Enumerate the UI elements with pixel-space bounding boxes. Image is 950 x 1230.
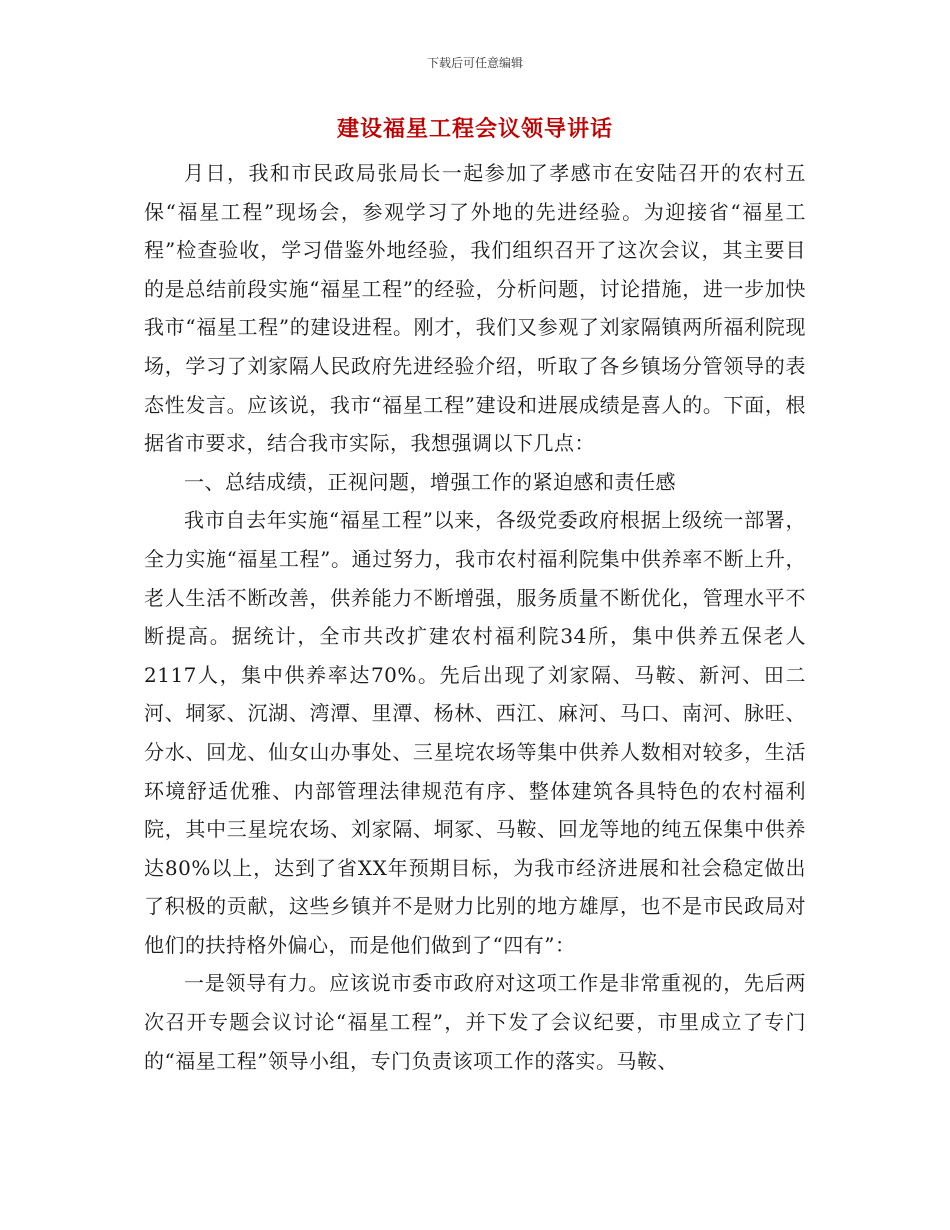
document-body: [144, 154, 806, 1080]
paragraph-leadership: 一是领导有力。应该说市委市政府对这项工作是非常重视的，先后两次召开专题会议讨论“福星工程”，并下发了会议纪要，市里成立了专门的“福星工程”领导小组，专门负责该项工作的落实。马鞍、: [144, 971, 806, 1073]
paragraph-achievements: 我市自去年实施“福星工程”以来，各级党委政府根据上级统一部署，全力实施“福星工程”。通过努力，我市农村福利院集中供养率不断上升，老人生活不断改善，供养能力不断增强，服务质量不断优化，管理水平不断提高。据统计，全市共改扩建农村福利院34所，集中供养五保老人2117人，集中供养率达70%。先后出现了刘家隔、马鞍、新河、田二河、垌冢、沉湖、湾潭、里潭、杨林、西江、麻河、马口、南河、脉旺、分水、回龙、仙女山办事处、三星垸农场等集中供养人数相对较多，生活环境舒适优雅、内部管理法律规范有序、整体建筑各具特色的农村福利院，其中三星垸农场、刘家隔、垌冢、马鞍、回龙等地的纯五保集中供养达80%以上，达到了省XX年预期目标，为我市经济进展和社会稳定做出了积极的贡献，这些乡镇并不是财力比别的地方雄厚，也不是市民政局对他们的扶持格外偏心，而是他们做到了“四有”：: [144, 508, 806, 957]
section-heading-1: 一、总结成绩，正视问题，增强工作的紧迫感和责任感: [184, 469, 676, 494]
header-note: 下载后可任意编辑: [426, 56, 523, 70]
paragraph-intro: 月日，我和市民政局张局长一起参加了孝感市在安陆召开的农村五保“福星工程”现场会，参观学习了外地的先进经验。为迎接省“福星工程”检查验收，学习借鉴外地经验，我们组织召开了这次会议，其主要目的是总结前段实施“福星工程”的经验，分析问题，讨论措施，进一步加快我市“福星工程”的建设进程。刚才，我们又参观了刘家隔镇两所福利院现场，学习了刘家隔人民政府先进经验介绍，听取了各乡镇场分管领导的表态性发言。应该说，我市“福星工程”建设和进展成绩是喜人的。下面，根据省市要求，结合我市实际，我想强调以下几点：: [144, 161, 806, 456]
document-title: 建设福星工程会议领导讲话: [336, 116, 613, 142]
